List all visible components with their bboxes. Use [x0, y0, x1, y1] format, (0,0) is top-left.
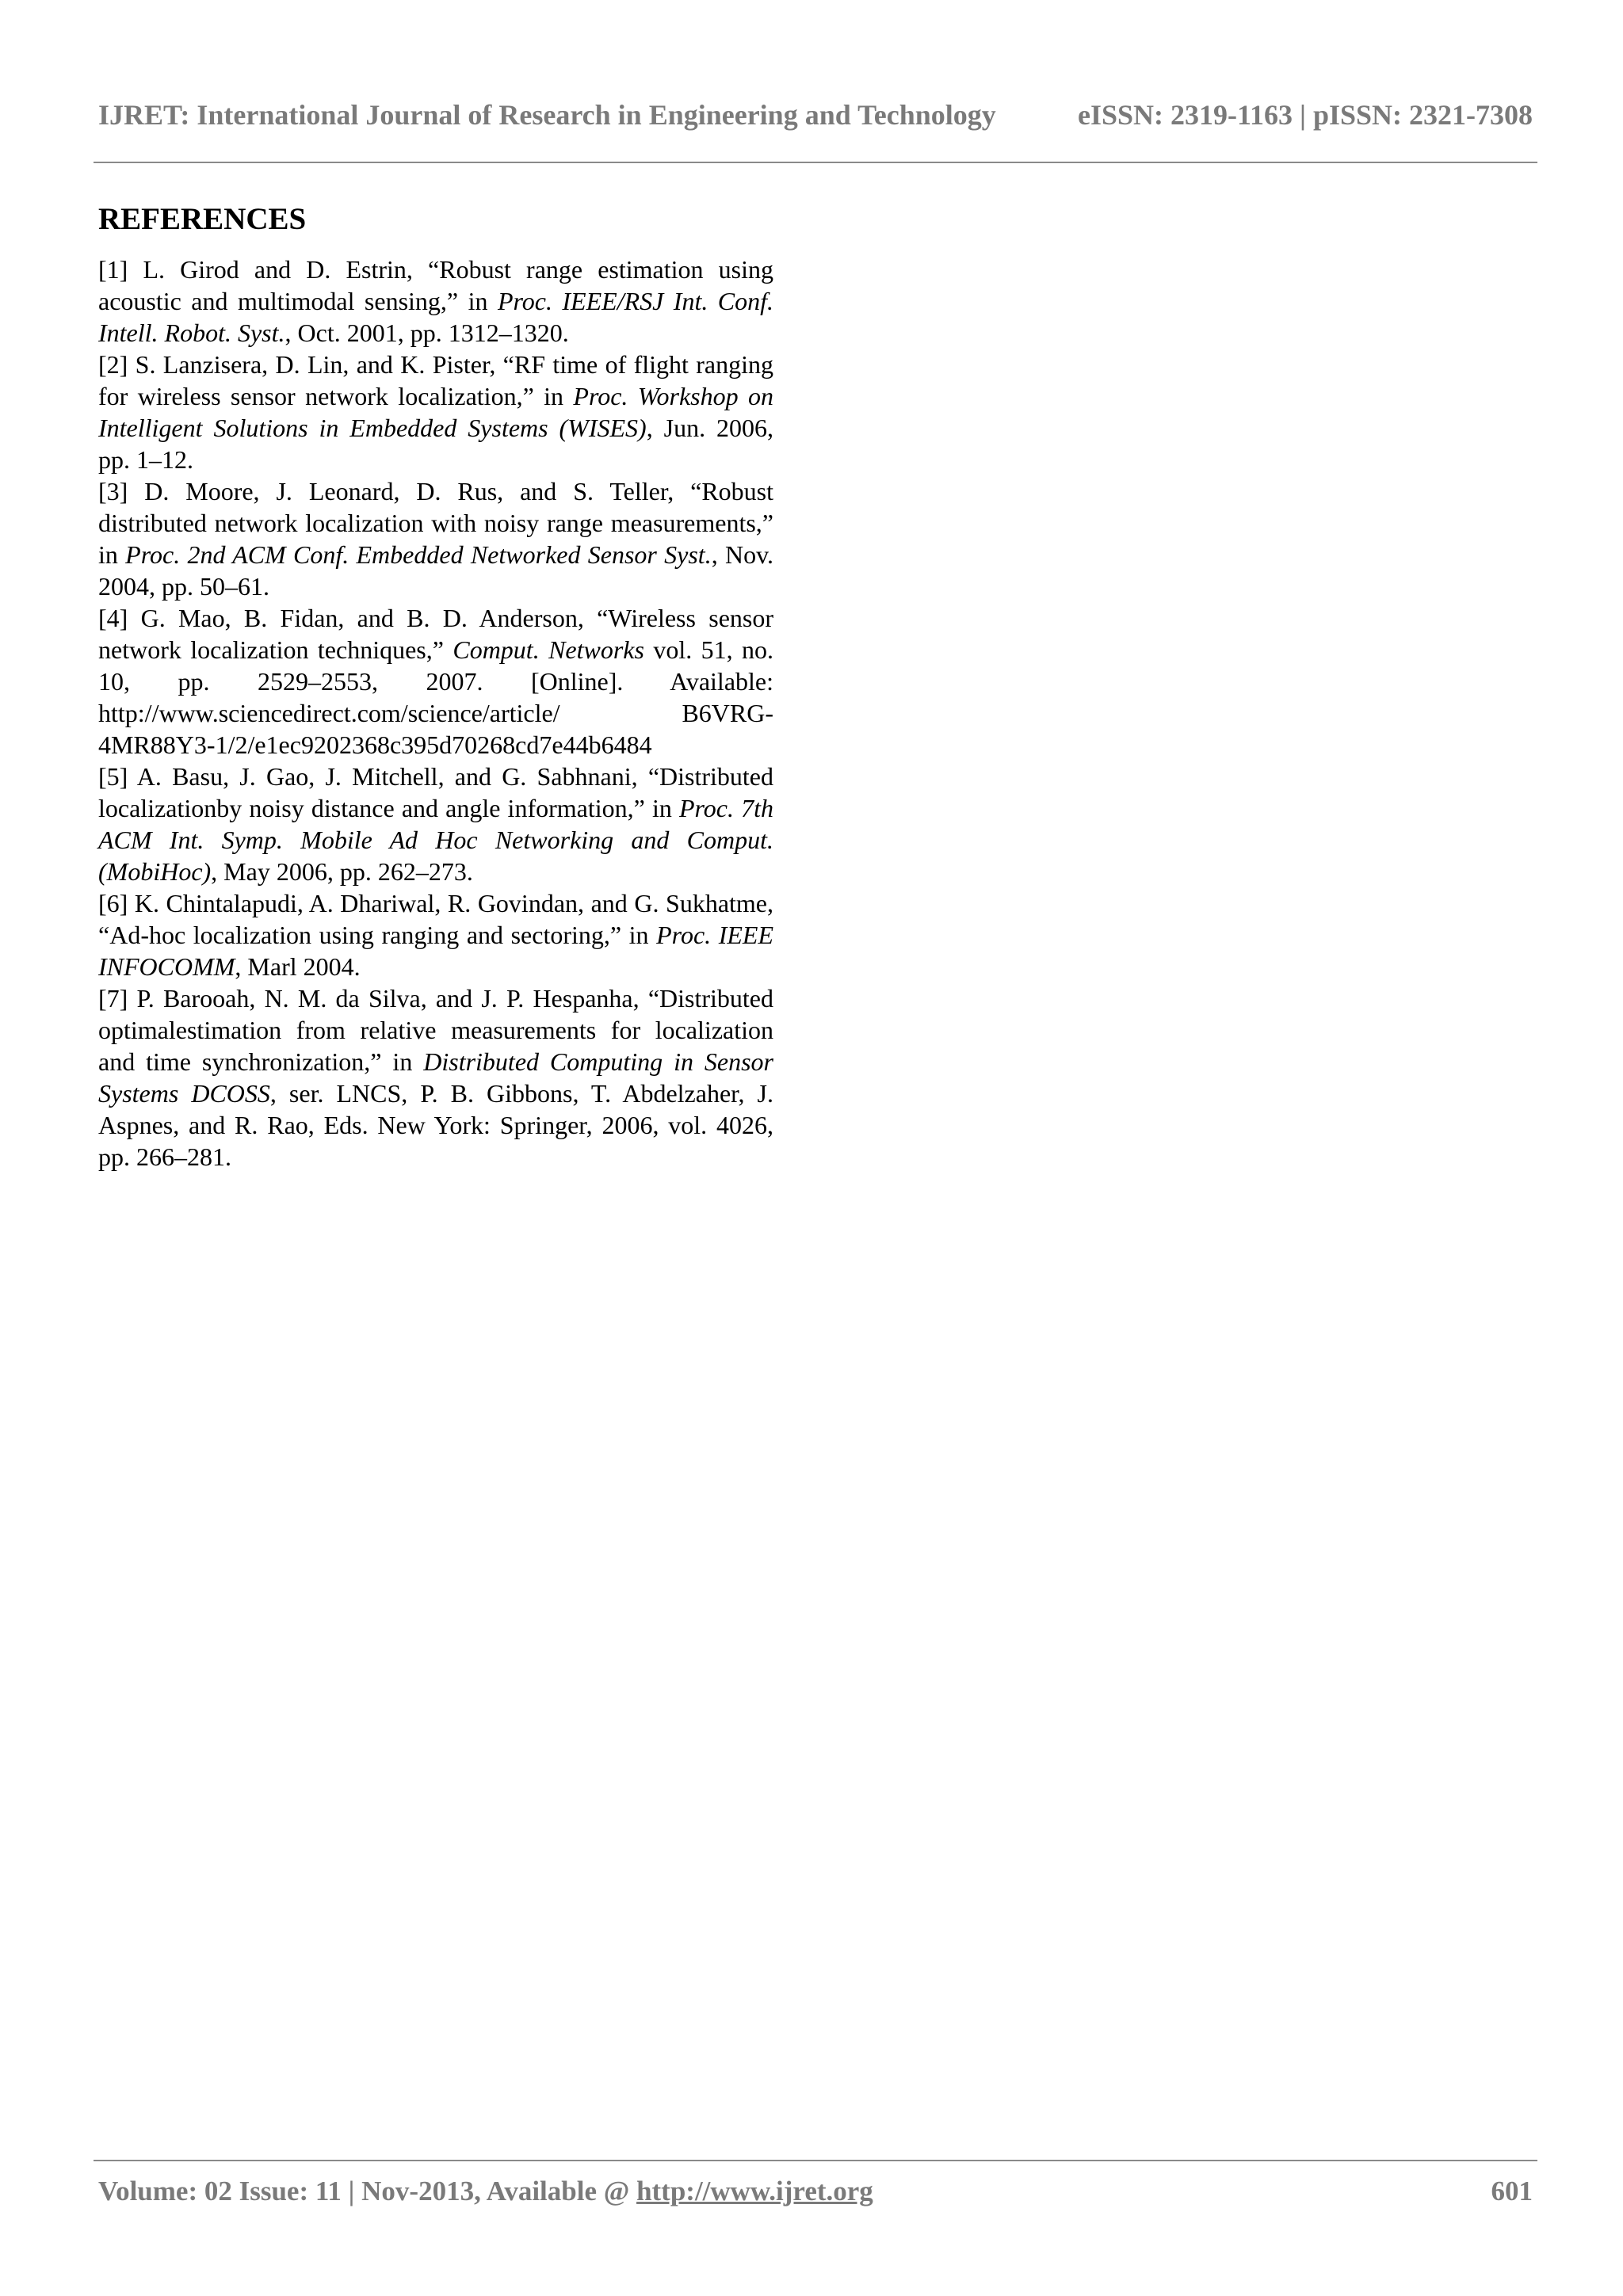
reference-item-4: [4] G. Mao, B. Fidan, and B. D. Anderson, “Wireless sensor network localization techniques,” Comput. Networks vol. 51, no. 10, pp. 2529–2553, 2007. [Online]. Available: http://www.sciencedirect.com/science/article/ B6VRG-4MR88Y3-1/2/e1ec9202368c395d70268cd7e44b6484 [98, 604, 774, 759]
journal-link[interactable]: http://www.ijret.org [636, 2176, 873, 2206]
footer-divider [94, 2160, 1537, 2161]
reference-item-2: [2] S. Lanzisera, D. Lin, and K. Pister, “RF time of flight ranging for wireless sensor network localization,” in Proc. Workshop on Intelligent Solutions in Embedded Systems (WISES), Jun. 2006, pp. 1–12. [98, 350, 774, 474]
reference-item-3: [3] D. Moore, J. Leonard, D. Rus, and S. Teller, “Robust distributed network localization with noisy range measurements,” in Proc. 2nd ACM Conf. Embedded Networked Sensor Syst., Nov. 2004, pp. 50–61. [98, 477, 774, 601]
references-list [98, 254, 773, 1173]
header-divider [94, 162, 1537, 163]
reference-item-1: [1] L. Girod and D. Estrin, “Robust range estimation using acoustic and multimodal sensing,” in Proc. IEEE/RSJ Int. Conf. Intell. Robot. Syst., Oct. 2001, pp. 1312–1320. [98, 255, 774, 347]
reference-item-7: [7] P. Barooah, N. M. da Silva, and J. P. Hespanha, “Distributed optimalestimation from relative measurements for localization and time synchronization,” in Distributed Computing in Sensor Systems DCOSS, ser. LNCS, P. B. Gibbons, T. Abdelzaher, J. Aspnes, and R. Rao, Eds. New York: Springer, 2006, vol. 4026, pp. 266–281. [98, 984, 774, 1171]
page-footer [98, 2176, 1533, 2223]
reference-item-6: [6] K. Chintalapudi, A. Dhariwal, R. Govindan, and G. Sukhatme, “Ad-hoc localization using ranging and sectoring,” in Proc. IEEE INFOCOMM, Marl 2004. [98, 889, 774, 981]
reference-item-5: [5] A. Basu, J. Gao, J. Mitchell, and G. Sabhnani, “Distributed localizationby noisy distance and angle information,” in Proc. 7th ACM Int. Symp. Mobile Ad Hoc Networking and Comput. (MobiHoc), May 2006, pp. 262–273. [98, 762, 774, 886]
references-heading: REFERENCES [98, 202, 307, 236]
journal-title: IJRET: International Journal of Research in Engineering and Technology [98, 99, 996, 131]
volume-info: Volume: 02 Issue: 11 | Nov-2013, Available @ http://www.ijret.org [98, 2176, 873, 2206]
page-number: 601 [1491, 2176, 1533, 2206]
page-header [98, 93, 1533, 141]
issn-text: eISSN: 2319-1163 | pISSN: 2321-7308 [1078, 99, 1533, 131]
